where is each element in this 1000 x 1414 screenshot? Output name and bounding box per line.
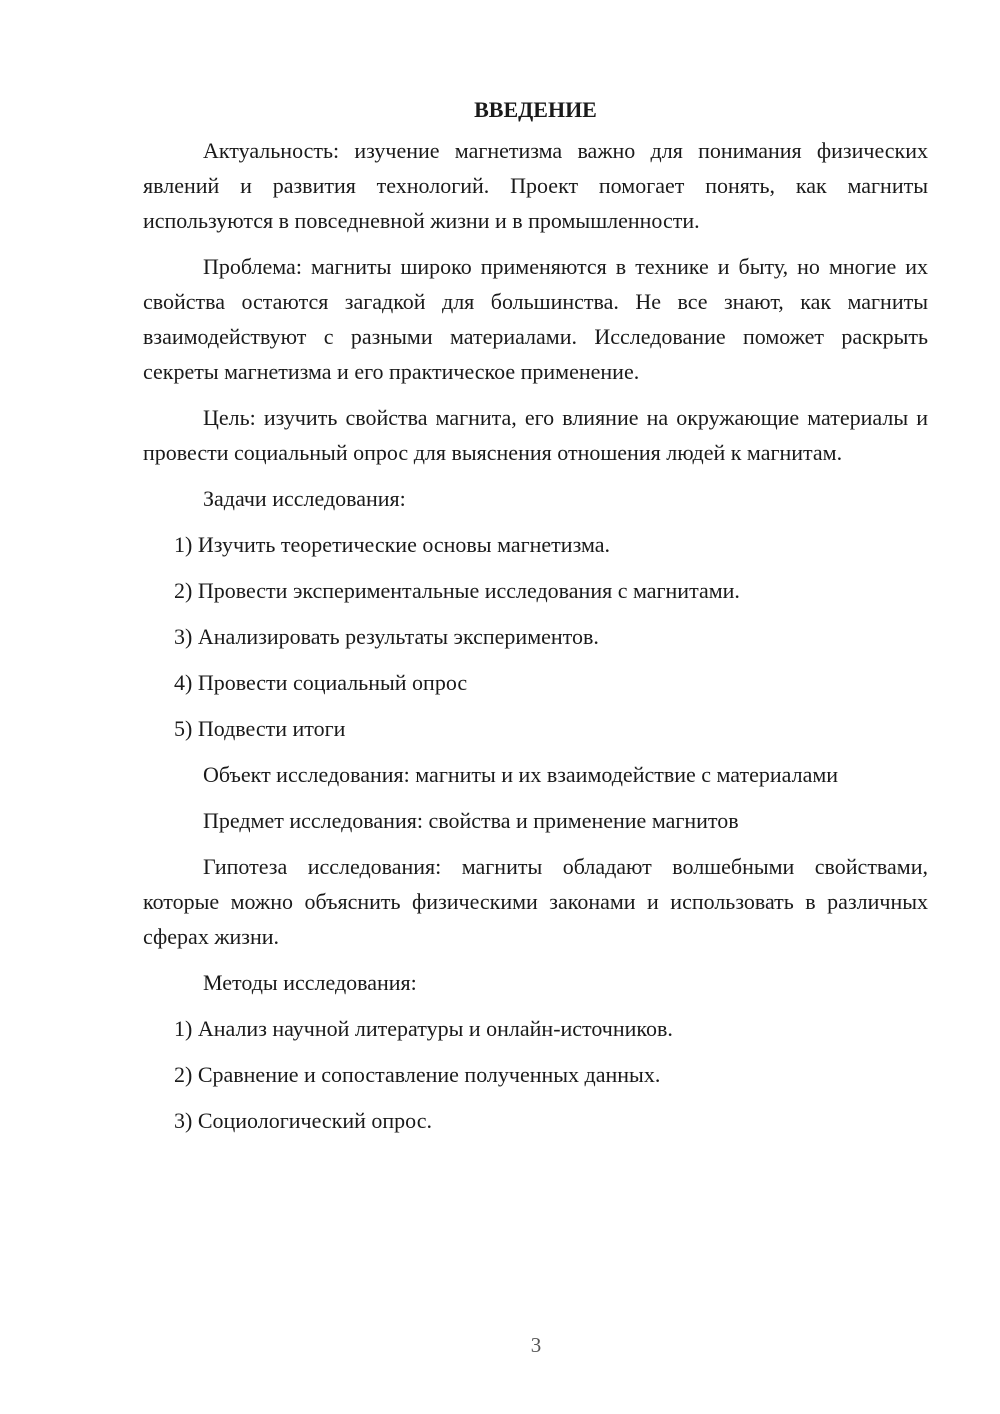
list-item: 1) Анализ научной литературы и онлайн-источников. bbox=[174, 1016, 673, 1041]
hypothesis-paragraph: Гипотеза исследования: магниты обладают волшебными свойствами, которые можно объяснить физическими законами и использовать в различных сферах жизни. bbox=[143, 854, 928, 949]
list-item: 3) Анализировать результаты экспериментов. bbox=[174, 624, 599, 649]
research-object: Объект исследования: магниты и их взаимодействие с материалами bbox=[203, 762, 839, 787]
list-item: 2) Сравнение и сопоставление полученных данных. bbox=[174, 1062, 661, 1087]
section-title: ВВЕДЕНИЕ bbox=[474, 97, 597, 122]
list-item: 2) Провести экспериментальные исследования с магнитами. bbox=[174, 578, 740, 603]
list-item: 4) Провести социальный опрос bbox=[174, 670, 468, 695]
list-item: 5) Подвести итоги bbox=[174, 716, 346, 741]
methods-list bbox=[143, 1011, 928, 1138]
problem-paragraph: Проблема: магниты широко применяются в технике и быту, но многие их свойства остаются загадкой для большинства. Не все знают, как магниты взаимодействуют с разными материалами. Исследование поможет раскрыть секреты магнетизма и его практическое применение. bbox=[143, 254, 928, 384]
page-number: 3 bbox=[530, 1333, 542, 1357]
tasks-list bbox=[143, 527, 928, 746]
list-item: 1) Изучить теоретические основы магнетизма. bbox=[174, 532, 610, 557]
relevance-paragraph: Актуальность: изучение магнетизма важно для понимания физических явлений и развития технологий. Проект помогает понять, как магниты используются в повседневной жизни и в промышленности. bbox=[143, 138, 928, 233]
research-subject: Предмет исследования: свойства и применение магнитов bbox=[203, 808, 739, 833]
list-item: 3) Социологический опрос. bbox=[174, 1108, 432, 1133]
page-content bbox=[143, 92, 928, 1149]
tasks-heading: Задачи исследования: bbox=[203, 486, 406, 511]
methods-heading: Методы исследования: bbox=[203, 970, 417, 995]
goal-paragraph: Цель: изучить свойства магнита, его влияние на окружающие материалы и провести социальный опрос для выяснения отношения людей к магнитам. bbox=[143, 405, 928, 465]
